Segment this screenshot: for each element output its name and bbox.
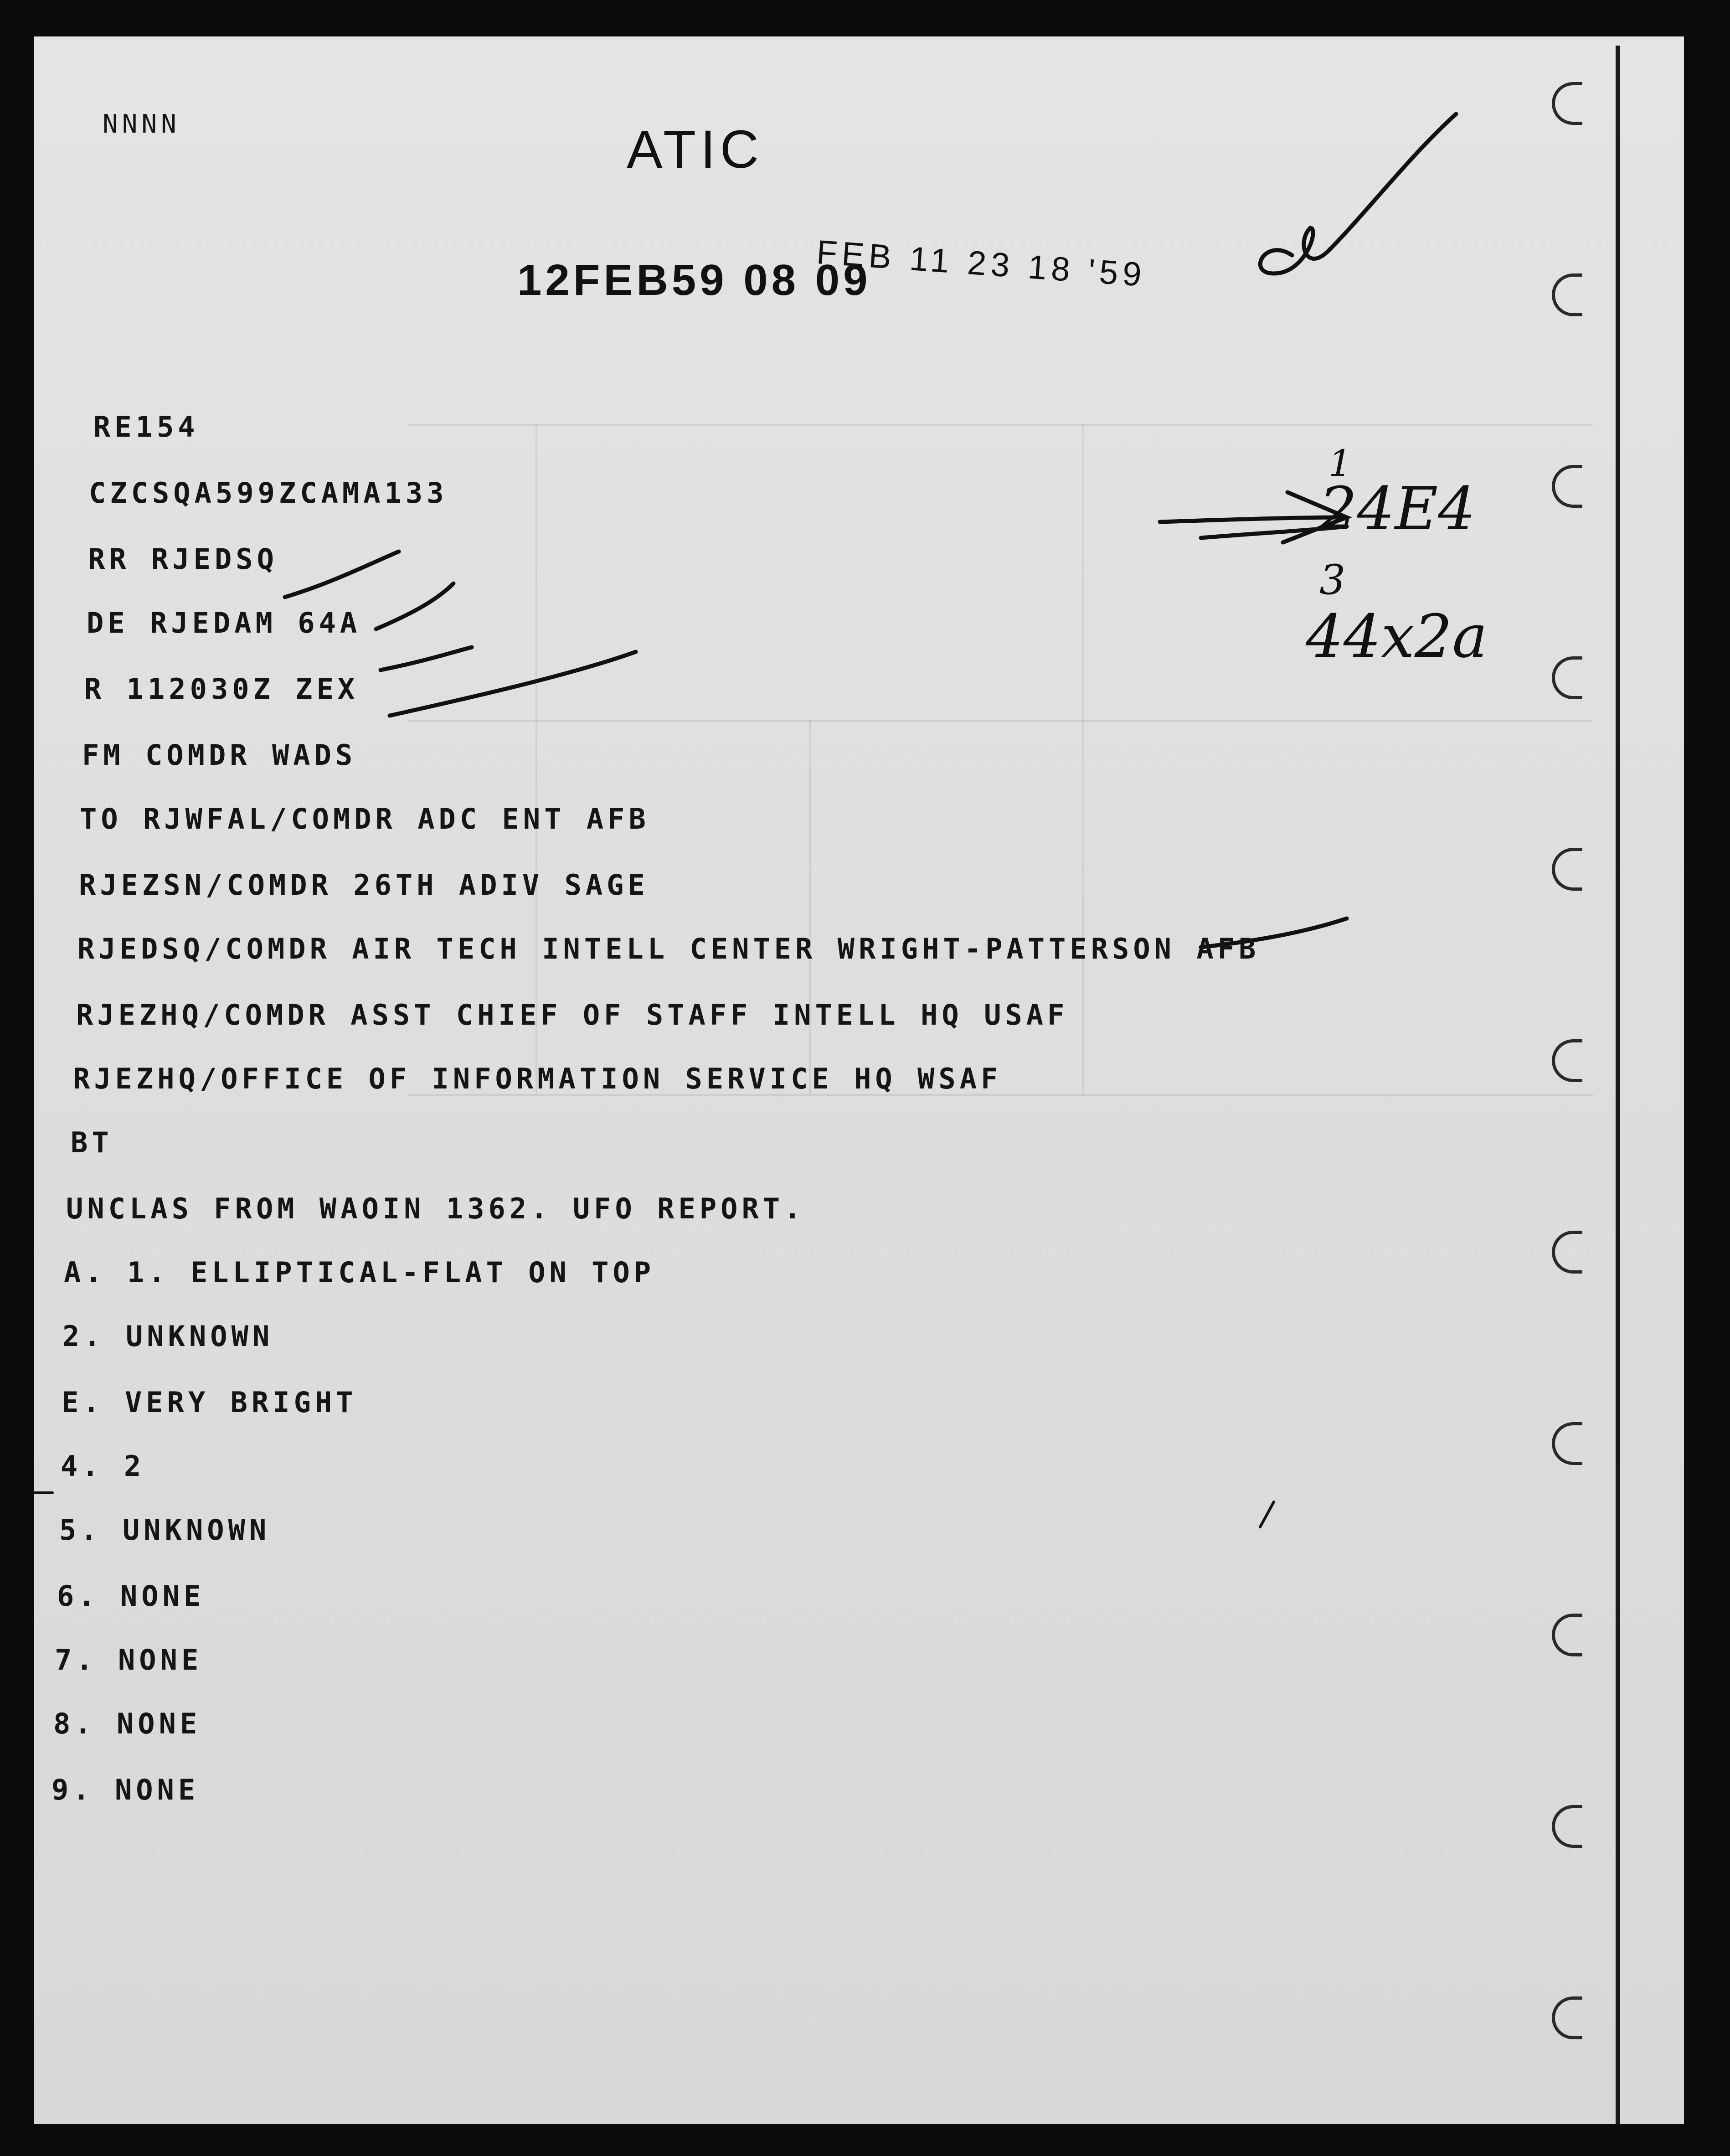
tick-mark <box>381 647 472 670</box>
message-line: 7. NONE <box>55 1643 203 1676</box>
message-line: TO RJWFAL/COMDR ADC ENT AFB <box>80 802 650 836</box>
message-line: RJEZHQ/COMDR ASST CHIEF OF STAFF INTELL HQ USAF <box>76 998 1069 1032</box>
message-line: 2. UNKNOWN <box>62 1320 274 1353</box>
message-line: 5. UNKNOWN <box>59 1513 271 1547</box>
handwritten-size: 44x2a <box>1306 602 1488 671</box>
arrow-line <box>1201 526 1347 538</box>
handwritten-code: 24E4 <box>1319 474 1476 543</box>
message-line: CZCSQA599ZCAMA133 <box>89 476 448 510</box>
message-line: RR RJEDSQ <box>88 542 278 576</box>
message-line: BT <box>71 1126 113 1159</box>
message-line: FM COMDR WADS <box>82 738 357 772</box>
document-page <box>34 36 1684 2124</box>
message-line: E. VERY BRIGHT <box>62 1386 357 1419</box>
handwritten-number: 3 <box>1319 556 1346 604</box>
message-line: R 112030Z ZEX <box>84 672 359 706</box>
stray-mark <box>1260 1502 1274 1527</box>
message-line: UNCLAS FROM WAOIN 1362. UFO REPORT. <box>66 1192 805 1225</box>
arrow-line <box>1160 517 1342 522</box>
handwritten-number: 1 <box>1328 442 1352 485</box>
message-line: 8. NONE <box>53 1707 201 1740</box>
received-stamp: FEB 11 23 18 '59 <box>815 232 1148 294</box>
initials-scribble <box>1260 114 1456 273</box>
message-line: RJEZSN/COMDR 26TH ADIV SAGE <box>79 868 649 902</box>
message-line: 9. NONE <box>51 1773 200 1806</box>
message-line: DE RJEDAM 64A <box>87 606 361 640</box>
nnnn-marker: NNNN <box>103 109 180 139</box>
message-line: RJEDSQ/COMDR AIR TECH INTELL CENTER WRIGHT-PATTERSON AFB <box>77 932 1260 965</box>
date-stamp: 12FEB59 08 09 <box>517 256 871 304</box>
message-line: RE154 <box>93 410 199 444</box>
atic-stamp: ATIC <box>627 119 764 180</box>
message-line: A. 1. ELLIPTICAL-FLAT ON TOP <box>64 1256 655 1289</box>
message-line: 6. NONE <box>57 1579 205 1613</box>
message-line: RJEZHQ/OFFICE OF INFORMATION SERVICE HQ WSAF <box>73 1062 1002 1095</box>
message-line: 4. 2 <box>61 1449 145 1483</box>
tick-mark <box>376 583 453 629</box>
tick-mark <box>285 552 399 597</box>
